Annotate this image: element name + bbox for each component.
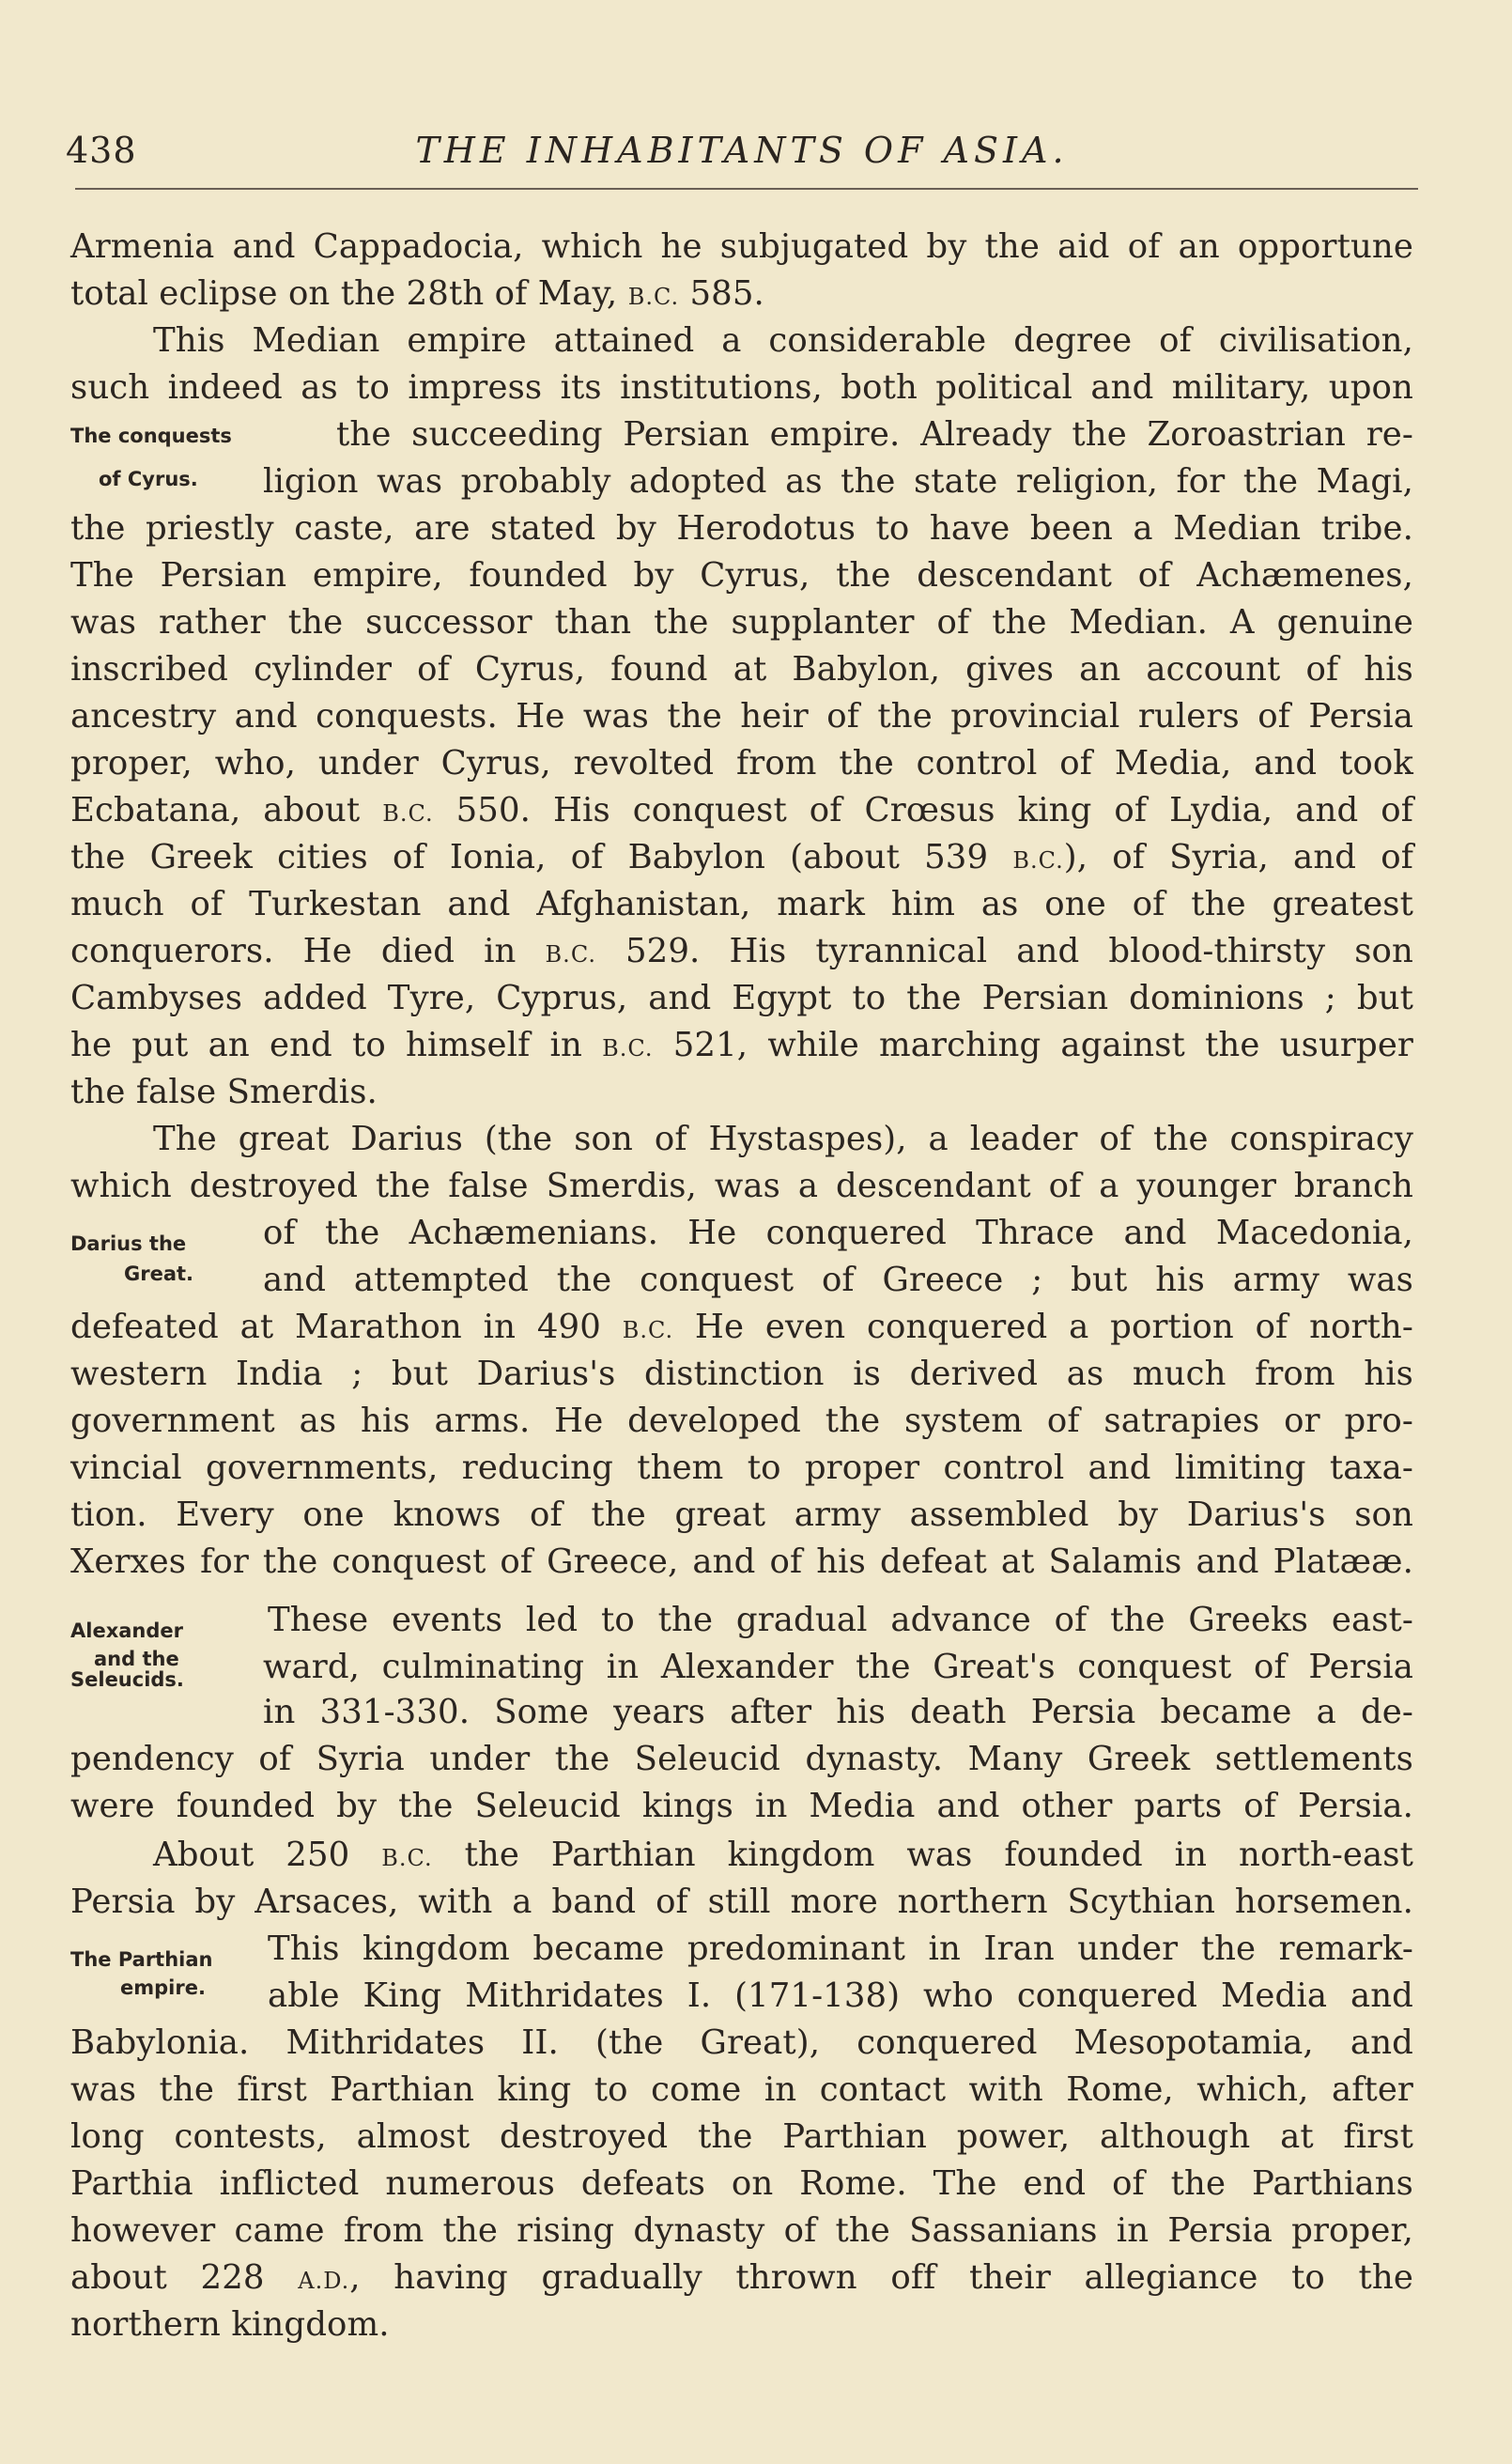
text-line: in 331-330. Some years after his death Persia became a de-	[263, 1693, 1413, 1731]
era-abbreviation: B.C.	[381, 1845, 433, 1871]
text-line: ward, culminating in Alexander the Great's conquest of Persia	[263, 1648, 1413, 1686]
era-abbreviation: B.C.	[1012, 847, 1064, 874]
text-line: Armenia and Cappadocia, which he subjugated by the aid of an opportune	[70, 227, 1413, 266]
text-line: tion. Every one knows of the great army assembled by Darius's son	[70, 1495, 1413, 1534]
text-line: much of Turkestan and Afghanistan, mark him as one of the greatest	[70, 885, 1413, 923]
era-abbreviation: B.C.	[382, 800, 434, 827]
era-abbreviation: B.C.	[627, 284, 680, 310]
text-line: ancestry and conquests. He was the heir of the provincial rulers of Persia	[70, 697, 1413, 736]
text-line: was the first Parthian king to come in contact with Rome, which, after	[70, 2070, 1413, 2109]
text-line: conquerors. He died in B.C. 529. His tyrannical and blood-thirsty son	[70, 932, 1413, 970]
sidenote: empire.	[120, 1976, 206, 1999]
text-line: inscribed cylinder of Cyrus, found at Babylon, gives an account of his	[70, 650, 1413, 689]
sidenote: Alexander	[70, 1619, 183, 1642]
sidenote: Great.	[124, 1263, 194, 1285]
text-line: These events led to the gradual advance of the Greeks east-	[268, 1601, 1413, 1639]
text-line: vincial governments, reducing them to proper control and limiting taxa-	[70, 1449, 1413, 1487]
era-abbreviation: B.C.	[622, 1317, 674, 1343]
text-line: western India ; but Darius's distinction is derived as much from his	[70, 1355, 1413, 1393]
text-line: about 228 A.D., having gradually thrown off their allegiance to the	[70, 2258, 1413, 2297]
sidenote: Darius the	[70, 1232, 187, 1255]
text-line: Ecbatana, about B.C. 550. His conquest of Crœsus king of Lydia, and of	[70, 791, 1413, 829]
text-line: however came from the rising dynasty of the Sassanians in Persia proper,	[70, 2211, 1413, 2250]
text-line: Cambyses added Tyre, Cyprus, and Egypt to the Persian dominions ; but	[70, 979, 1413, 1017]
text-line: northern kingdom.	[70, 2305, 390, 2344]
text-line: The Persian empire, founded by Cyrus, the descendant of Achæmenes,	[70, 556, 1413, 595]
sidenote: Seleucids.	[70, 1668, 184, 1691]
text-line: and attempted the conquest of Greece ; but his army was	[263, 1261, 1413, 1299]
text-line: Parthia inflicted numerous defeats on Rome. The end of the Parthians	[70, 2164, 1413, 2203]
page-number: 438	[66, 130, 137, 171]
text-line: total eclipse on the 28th of May, B.C. 585.	[70, 274, 764, 313]
text-line: Babylonia. Mithridates II. (the Great), conquered Mesopotamia, and	[70, 2023, 1413, 2062]
sidenote: The conquests	[70, 425, 232, 447]
text-line: proper, who, under Cyrus, revolted from the control of Media, and took	[70, 744, 1413, 783]
text-line: such indeed as to impress its institutions, both political and military, upon	[70, 368, 1413, 407]
text-line: of the Achæmenians. He conquered Thrace and Macedonia,	[263, 1214, 1413, 1252]
era-abbreviation: B.C.	[602, 1035, 654, 1062]
text-line: able King Mithridates I. (171-138) who conquered Media and	[268, 1976, 1413, 2015]
era-abbreviation: B.C.	[545, 941, 596, 968]
page-header	[66, 130, 1418, 178]
running-title: THE INHABITANTS OF ASIA.	[415, 130, 1069, 171]
header-rule	[75, 188, 1418, 190]
text-line: pendency of Syria under the Seleucid dynasty. Many Greek settlements	[70, 1740, 1413, 1778]
text-line: Persia by Arsaces, with a band of still more northern Scythian horsemen.	[70, 1883, 1413, 1921]
text-line: The great Darius (the son of Hystaspes), a leader of the conspiracy	[153, 1120, 1413, 1158]
sidenote: of Cyrus.	[99, 468, 198, 490]
text-line: which destroyed the false Smerdis, was a descendant of a younger branch	[70, 1167, 1413, 1205]
text-line: Xerxes for the conquest of Greece, and of his defeat at Salamis and Platææ.	[70, 1542, 1413, 1581]
text-line: long contests, almost destroyed the Parthian power, although at first	[70, 2117, 1413, 2156]
text-line: government as his arms. He developed the system of satrapies or pro-	[70, 1402, 1413, 1440]
era-abbreviation: A.D.	[298, 2268, 350, 2294]
text-line: defeated at Marathon in 490 B.C. He even conquered a portion of north-	[70, 1308, 1413, 1346]
sidenote: The Parthian	[70, 1948, 213, 1971]
text-line: About 250 B.C. the Parthian kingdom was founded in north-east	[153, 1836, 1413, 1874]
text-line: he put an end to himself in B.C. 521, while marching against the usurper	[70, 1026, 1413, 1064]
text-line: were founded by the Seleucid kings in Media and other parts of Persia.	[70, 1787, 1413, 1825]
text-line: This kingdom became predominant in Iran under the remark-	[268, 1929, 1413, 1968]
text-line: the false Smerdis.	[70, 1073, 378, 1111]
sidenote: and the	[94, 1648, 179, 1670]
text-line: the succeeding Persian empire. Already the Zoroastrian re-	[336, 415, 1413, 454]
text-line: ligion was probably adopted as the state religion, for the Magi,	[263, 462, 1413, 501]
text-line: the Greek cities of Ionia, of Babylon (about 539 B.C.), of Syria, and of	[70, 838, 1413, 876]
text-line: was rather the successor than the supplanter of the Median. A genuine	[70, 603, 1413, 642]
text-line: the priestly caste, are stated by Herodotus to have been a Median tribe.	[70, 509, 1413, 548]
text-line: This Median empire attained a considerable degree of civilisation,	[153, 321, 1413, 360]
